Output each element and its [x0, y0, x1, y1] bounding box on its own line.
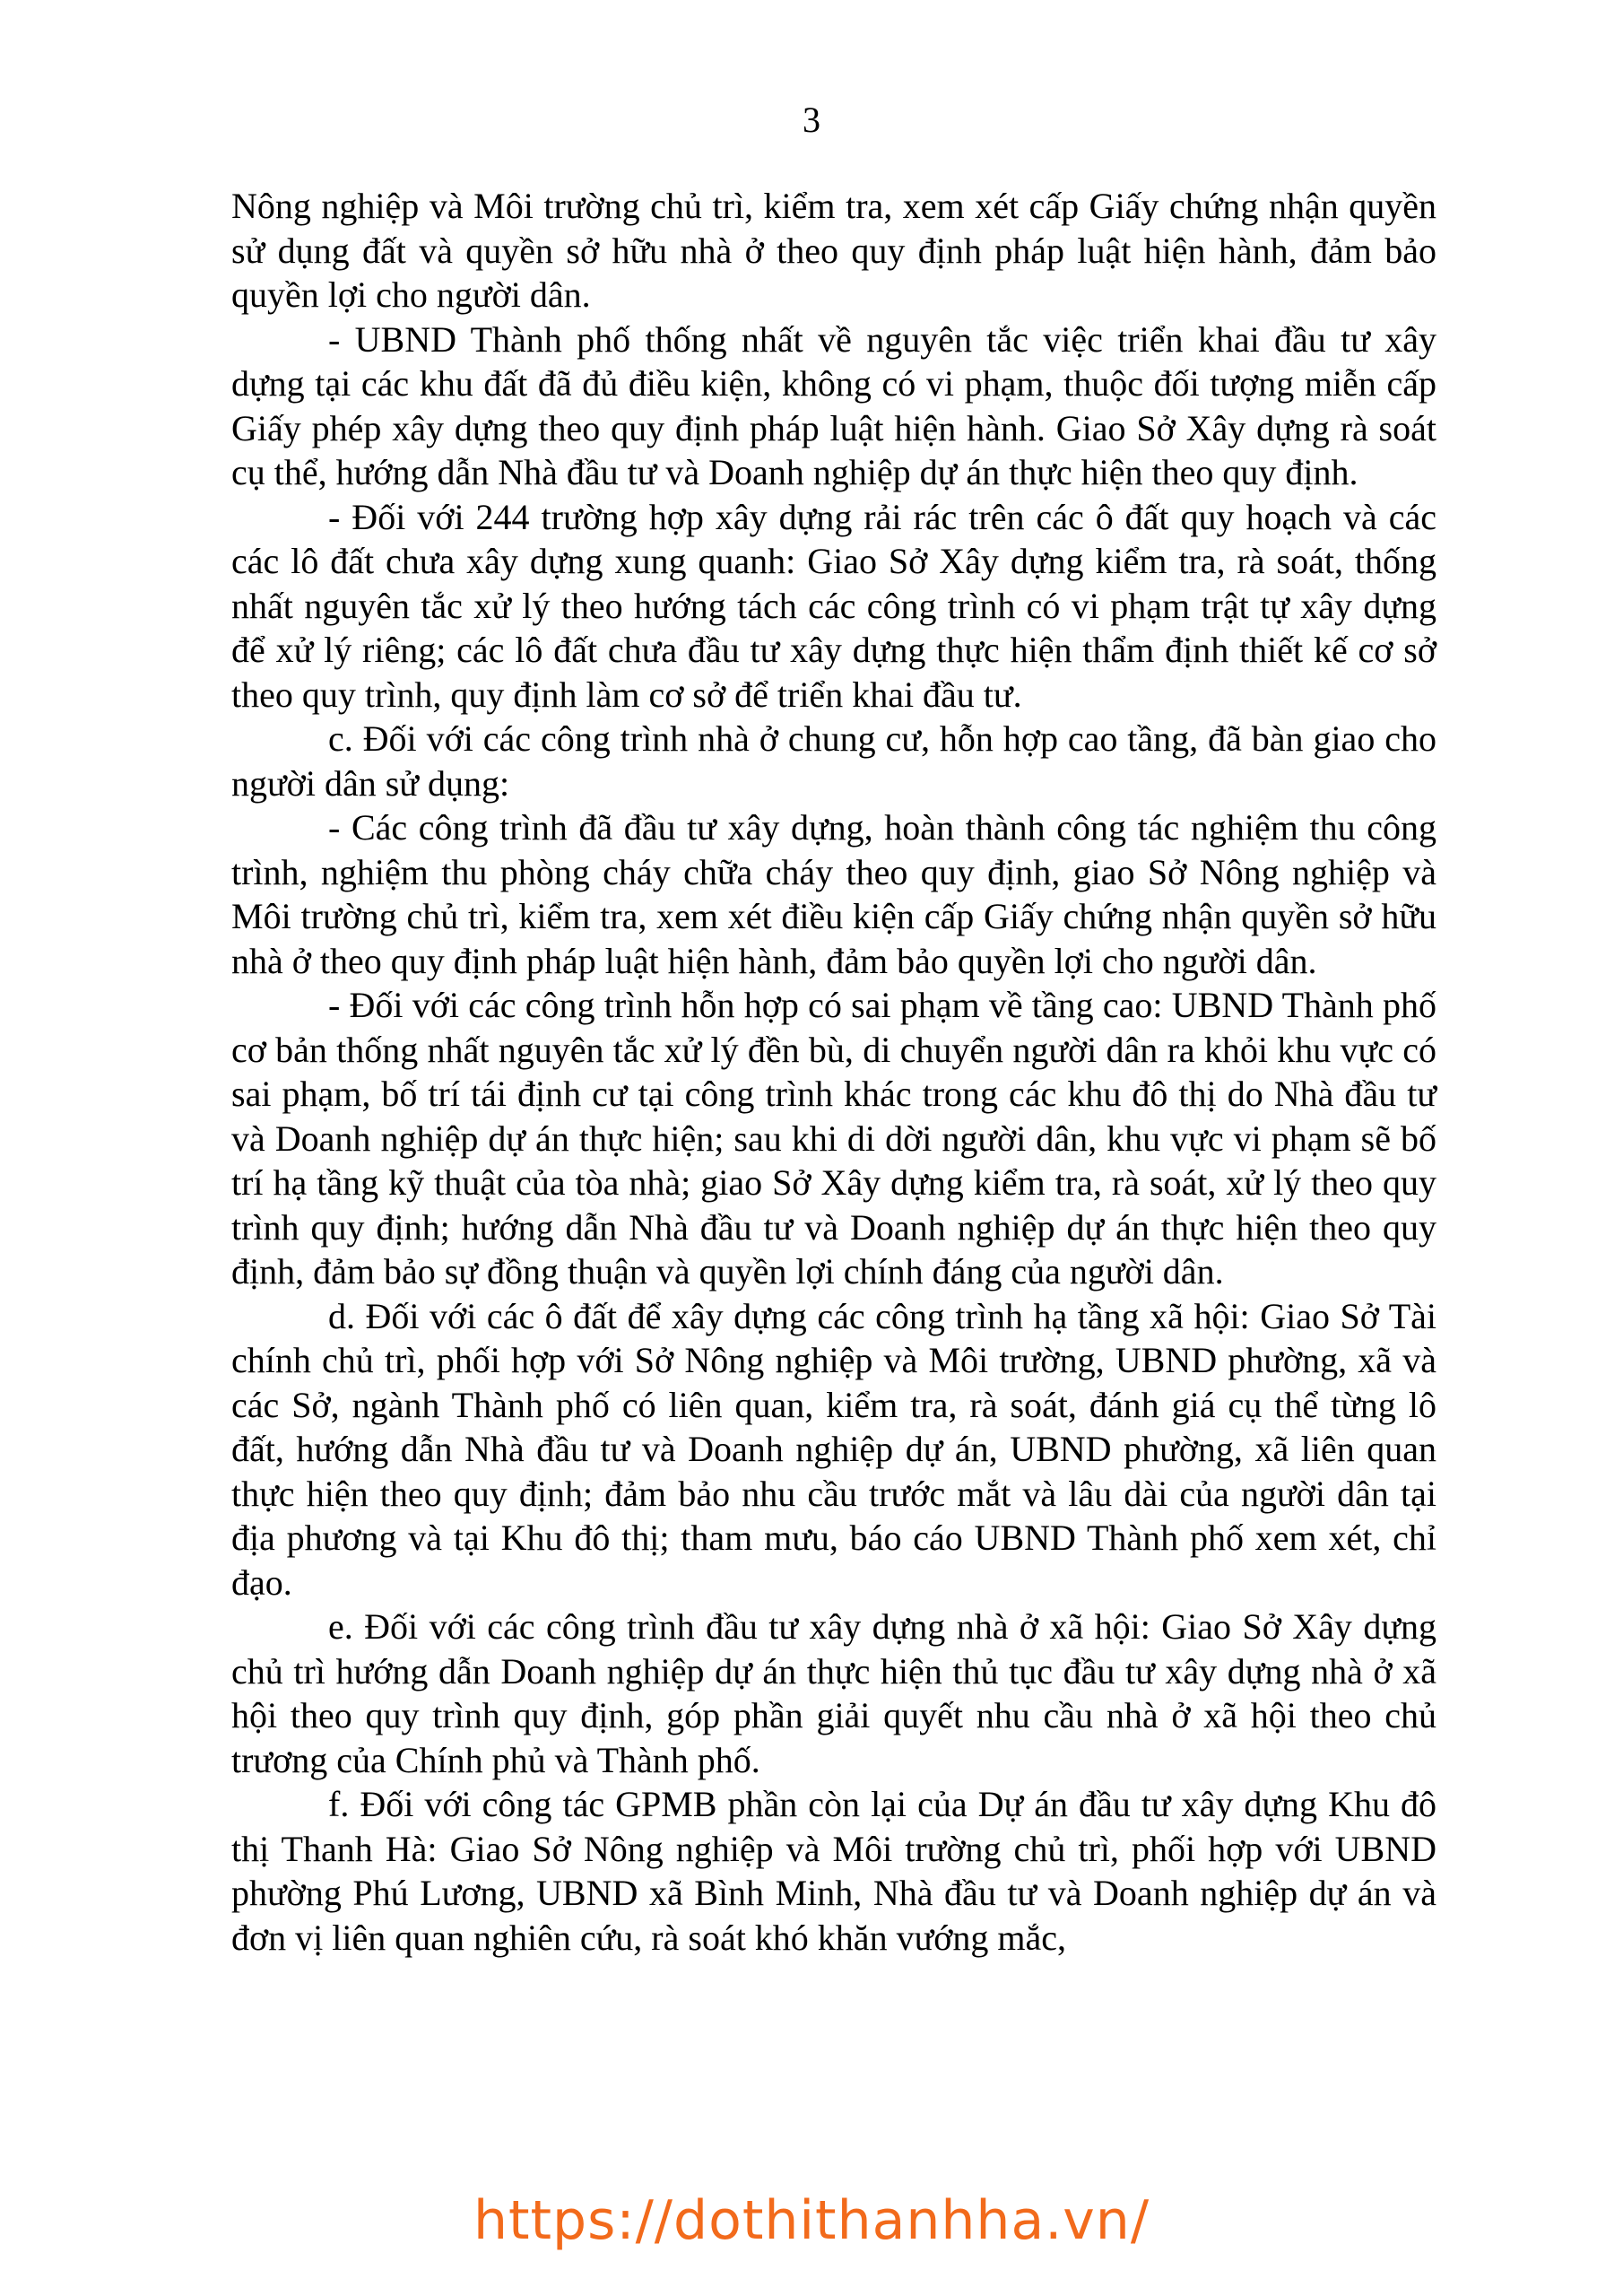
paragraph-section-e: e. Đối với các công trình đầu tư xây dựng nhà ở xã hội: Giao Sở Xây dựng chủ trì hướng dẫn Doanh nghiệp dự án thực hiện thủ tục đầu tư xây dựng nhà ở xã hội theo quy trình quy định, góp phần giải quyết nhu cầu nhà ở xã hội theo chủ trương của Chính phủ và Thành phố.: [231, 1606, 1436, 1780]
document-body: [231, 184, 1436, 1960]
paragraph-section-d: d. Đối với các ô đất để xây dựng các công trình hạ tầng xã hội: Giao Sở Tài chính chủ trì, phối hợp với Sở Nông nghiệp và Môi trường, UBND phường, xã và các Sở, ngành Thành phố có liên quan, kiểm tra, rà soát, đánh giá cụ thể từng lô đất, hướng dẫn Nhà đầu tư và Doanh nghiệp dự án, UBND phường, xã liên quan thực hiện theo quy định; đảm bảo nhu cầu trước mắt và lâu dài của người dân tại địa phương và tại Khu đô thị; tham mưu, báo cáo UBND Thành phố xem xét, chỉ đạo.: [231, 1295, 1436, 1603]
page-number: 3: [803, 100, 820, 140]
paragraph-continuation: Nông nghiệp và Môi trường chủ trì, kiểm tra, xem xét cấp Giấy chứng nhận quyền sử dụng đất và quyền sở hữu nhà ở theo quy định pháp luật hiện hành, đảm bảo quyền lợi cho người dân.: [231, 186, 1436, 315]
paragraph-ubnd-construction-principle: - UBND Thành phố thống nhất về nguyên tắc việc triển khai đầu tư xây dựng tại các khu đất đã đủ điều kiện, không có vi phạm, thuộc đối tượng miễn cấp Giấy phép xây dựng theo quy định pháp luật hiện hành. Giao Sở Xây dựng rà soát cụ thể, hướng dẫn Nhà đầu tư và Doanh nghiệp dự án thực hiện theo quy định.: [231, 318, 1436, 492]
website-watermark: https://dothithanhha.vn/: [473, 2189, 1150, 2252]
paragraph-section-c: c. Đối với các công trình nhà ở chung cư, hỗn hợp cao tầng, đã bàn giao cho người dân sử dụng:: [231, 718, 1436, 804]
paragraph-completed-works: - Các công trình đã đầu tư xây dựng, hoàn thành công tác nghiệm thu công trình, nghiệm thu phòng cháy chữa cháy theo quy định, giao Sở Nông nghiệp và Môi trường chủ trì, kiểm tra, xem xét điều kiện cấp Giấy chứng nhận quyền sở hữu nhà ở theo quy định pháp luật hiện hành, đảm bảo quyền lợi cho người dân.: [231, 807, 1436, 981]
paragraph-height-violations: - Đối với các công trình hỗn hợp có sai phạm về tầng cao: UBND Thành phố cơ bản thống nhất nguyên tắc xử lý đền bù, di chuyển người dân ra khỏi khu vực có sai phạm, bố trí tái định cư tại công trình khác trong các khu đô thị do Nhà đầu tư và Doanh nghiệp dự án thực hiện; sau khi di dời người dân, khu vực vi phạm sẽ bố trí hạ tầng kỹ thuật của tòa nhà; giao Sở Xây dựng kiểm tra, rà soát, xử lý theo quy trình quy định; hướng dẫn Nhà đầu tư và Doanh nghiệp dự án thực hiện theo quy định, đảm bảo sự đồng thuận và quyền lợi chính đáng của người dân.: [231, 985, 1436, 1292]
paragraph-section-f: f. Đối với công tác GPMB phần còn lại của Dự án đầu tư xây dựng Khu đô thị Thanh Hà: Giao Sở Nông nghiệp và Môi trường chủ trì, phối hợp với UBND phường Phú Lương, UBND xã Bình Minh, Nhà đầu tư và Doanh nghiệp dự án và đơn vị liên quan nghiên cứu, rà soát khó khăn vướng mắc,: [231, 1784, 1436, 1958]
paragraph-244-cases: - Đối với 244 trường hợp xây dựng rải rác trên các ô đất quy hoạch và các các lô đất chưa xây dựng xung quanh: Giao Sở Xây dựng kiểm tra, rà soát, thống nhất nguyên tắc xử lý theo hướng tách các công trình có vi phạm trật tự xây dựng để xử lý riêng; các lô đất chưa đầu tư xây dựng thực hiện thẩm định thiết kế cơ sở theo quy trình, quy định làm cơ sở để triển khai đầu tư.: [231, 496, 1436, 715]
